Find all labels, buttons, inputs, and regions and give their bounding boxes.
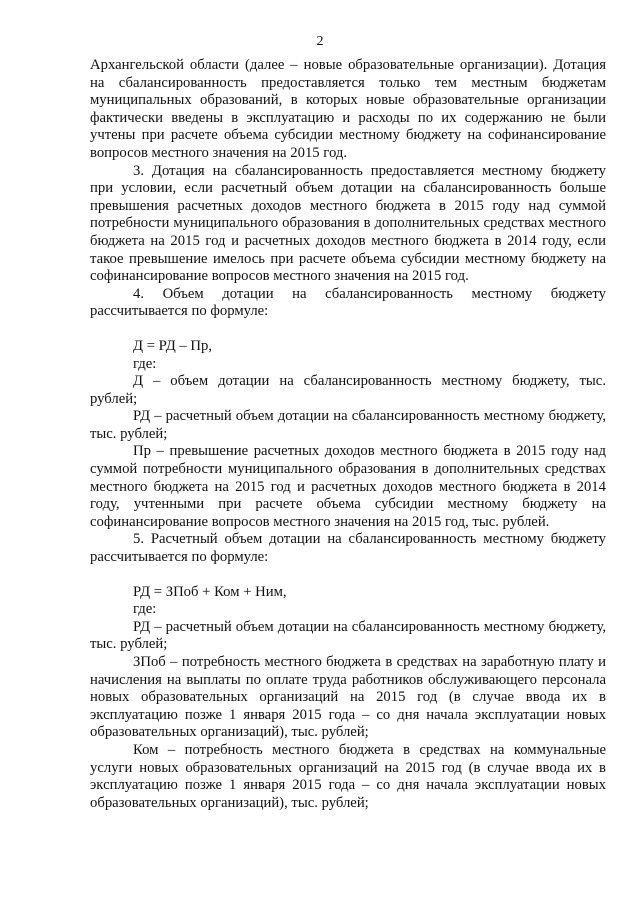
where-label: где: [133, 355, 157, 372]
page-number: 2 [316, 34, 324, 49]
where-label-2: где: [133, 601, 157, 618]
formula-estimated-subsidy: РД = ЗПоб + Ком + Ним, [133, 583, 287, 600]
definition-zpob: ЗПоб – потребность местного бюджета в средствах на заработную плату и начисления на выплаты по оплате труда работников обслуживающего персонала новых образовательных организаций на 2015 год (в случае ввода их в эксплуатацию позже 1 января 2015 года – со дня начала эксплуатации новых образовательных организаций), тыс. рублей; [90, 654, 606, 741]
definition-kom: Ком – потребность местного бюджета в средствах на коммунальные услуги новых образовательных организаций на 2015 год (в случае ввода их в эксплуатацию позже 1 января 2015 года – со дня начала эксплуатации новых образовательных организаций), тыс. рублей; [90, 741, 606, 811]
paragraph-continuation: Архангельской области (далее – новые образовательные организации). Дотация на сбалансированность предоставляется только тем местным бюджетам муниципальных образований, в которых новые образовательные организации фактически введены в эксплуатацию и расходы по их содержанию не были учтены при расчете объема субсидии местному бюджету на софинансирование вопросов местного значения на 2015 год. [90, 57, 606, 161]
definition-rd: РД – расчетный объем дотации на сбалансированность местному бюджету, тыс. рублей; [90, 408, 606, 442]
definition-pr: Пр – превышение расчетных доходов местного бюджета в 2015 году над суммой потребности муниципального образования в дополнительных средствах местного бюджета на 2015 год и расчетных доходов местного бюджета в 2014 году, учтенными при расчете объема субсидии местному бюджету на софинансирование вопросов местного значения на 2015 год, тыс. рублей. [90, 443, 606, 530]
paragraph-3: 3. Дотация на сбалансированность предоставляется местному бюджету при условии, если расчетный объем дотации на сбалансированность больше превышения расчетных доходов местного бюджета в 2015 году над суммой потребности муниципального образования в дополнительных средствах местного бюджета на 2015 год и расчетных доходов местного бюджета в 2014 году, если такое превышение имелось при расчете объема субсидии местному бюджету на софинансирование вопросов местного значения на 2015 год. [90, 162, 606, 285]
definition-d: Д – объем дотации на сбалансированность местному бюджету, тыс. рублей; [90, 373, 606, 407]
formula-subsidy: Д = РД – Пр, [133, 337, 213, 354]
paragraph-4: 4. Объем дотации на сбалансированность местному бюджету рассчитывается по формуле: [90, 285, 606, 320]
paragraph-5: 5. Расчетный объем дотации на сбалансированность местному бюджету рассчитывается по формуле: [90, 531, 606, 566]
definition-rd-2: РД – расчетный объем дотации на сбалансированность местному бюджету, тыс. рублей; [90, 618, 606, 653]
document-body [90, 57, 606, 812]
